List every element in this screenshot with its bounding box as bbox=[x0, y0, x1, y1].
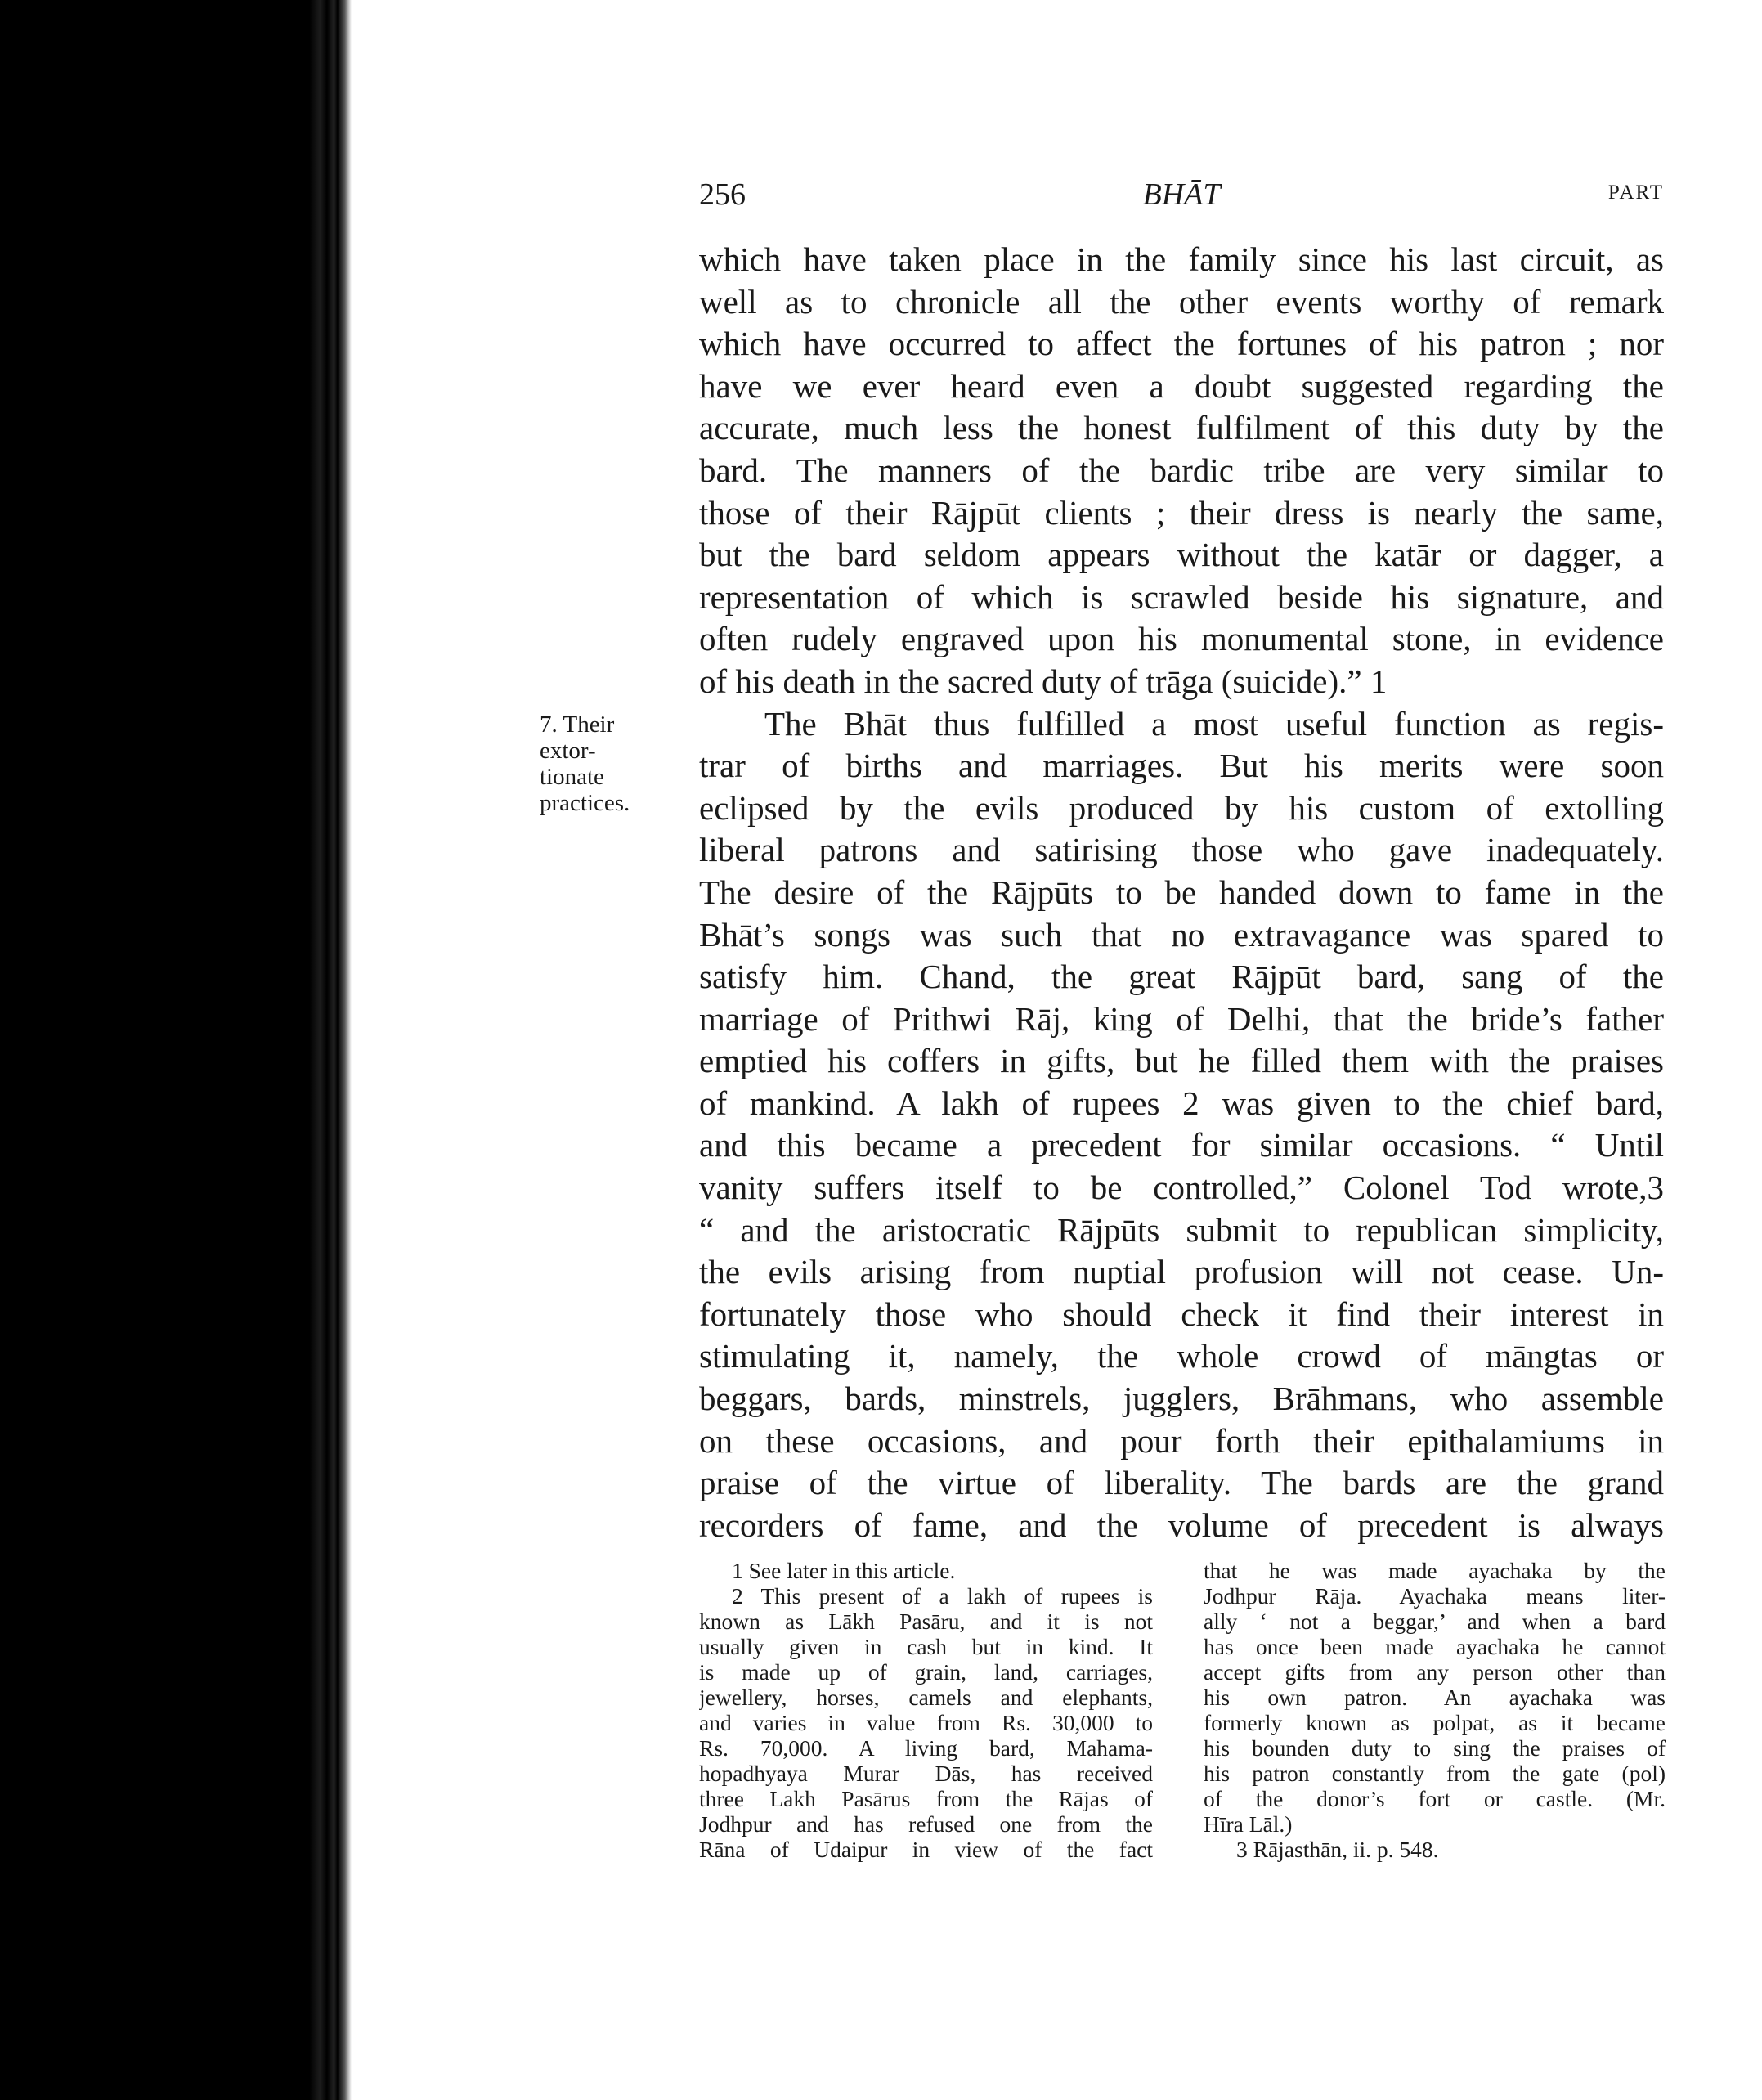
footnote-line: his bounden duty to sing the praises of bbox=[1204, 1735, 1666, 1761]
body-line: praise of the virtue of liberality. The bards are the grand bbox=[699, 1464, 1664, 1502]
body-line: trar of births and marriages. But his merits were soon bbox=[699, 747, 1664, 785]
body-line: marriage of Prithwi Rāj, king of Delhi, that the bride’s father bbox=[699, 999, 1664, 1038]
body-line: bard. The manners of the bardic tribe are very similar to bbox=[699, 451, 1664, 489]
footnote-line: of the donor’s fort or castle. (Mr. bbox=[1204, 1786, 1666, 1811]
running-title: BHĀT bbox=[1142, 177, 1221, 212]
body-line: recorders of fame, and the volume of precedent is always bbox=[699, 1505, 1664, 1544]
body-line: vanity suffers itself to be controlled,” Colonel Tod wrote,3 bbox=[699, 1169, 1664, 1207]
footnote-line: 1 See later in this article. bbox=[732, 1558, 956, 1583]
body-line: which have taken place in the family since his last circuit, as bbox=[699, 240, 1664, 278]
body-line: beggars, bards, minstrels, jugglers, Brāhmans, who assemble bbox=[699, 1380, 1664, 1418]
marginal-note bbox=[540, 711, 662, 816]
footnote-line: usually given in cash but in kind. It bbox=[699, 1634, 1153, 1659]
footnote-line: hopadhyaya Murar Dās, has received bbox=[699, 1761, 1153, 1786]
body-line: but the bard seldom appears without the katār or dagger, a bbox=[699, 536, 1664, 574]
footnote-line: 2 This present of a lakh of rupees is bbox=[732, 1583, 1153, 1609]
body-line: satisfy him. Chand, the great Rājpūt bard, sang of the bbox=[699, 958, 1664, 996]
footnote-line: formerly known as polpat, as it became bbox=[1204, 1710, 1666, 1735]
footnotes-right-column bbox=[1204, 1558, 1666, 1862]
footnote-line: 3 Rājasthān, ii. p. 548. bbox=[1236, 1837, 1439, 1862]
body-line: and this became a precedent for similar occasions. “ Until bbox=[699, 1126, 1664, 1164]
marginal-note-line: 7. Their bbox=[540, 711, 615, 738]
footnote-line: Rs. 70,000. A living bard, Mahama- bbox=[699, 1735, 1153, 1761]
footnote-line: has once been made ayachaka he cannot bbox=[1204, 1634, 1666, 1659]
body-line: the evils arising from nuptial profusion will not cease. Un- bbox=[699, 1253, 1664, 1291]
marginal-note-line: extor- bbox=[540, 738, 596, 764]
footnote-line: ally ‘ not a beggar,’ and when a bard bbox=[1204, 1609, 1666, 1634]
body-line: The Bhāt thus fulfilled a most useful function as regis- bbox=[764, 704, 1664, 743]
book-binding-shadow bbox=[0, 0, 352, 2100]
body-line: accurate, much less the honest fulfilment of this duty by the bbox=[699, 409, 1664, 447]
marginal-note-line: practices. bbox=[540, 790, 630, 816]
footnote-line: his own patron. An ayachaka was bbox=[1204, 1685, 1666, 1710]
body-line: on these occasions, and pour forth their epithalamiums in bbox=[699, 1421, 1664, 1460]
footnote-line: and varies in value from Rs. 30,000 to bbox=[699, 1710, 1153, 1735]
footnote-line: three Lakh Pasārus from the Rājas of bbox=[699, 1786, 1153, 1811]
footnote-line: known as Lākh Pasāru, and it is not bbox=[699, 1609, 1153, 1634]
running-header bbox=[699, 177, 1664, 218]
footnote-line: Jodhpur Rāja. Ayachaka means liter- bbox=[1204, 1583, 1666, 1609]
body-line: which have occurred to affect the fortunes of his patron ; nor bbox=[699, 325, 1664, 363]
body-line: well as to chronicle all the other events worthy of remark bbox=[699, 282, 1664, 321]
footnotes-left-column bbox=[699, 1558, 1153, 1862]
body-line: those of their Rājpūt clients ; their dress is nearly the same, bbox=[699, 493, 1664, 532]
body-line: of his death in the sacred duty of trāga (suicide).” 1 bbox=[699, 662, 1388, 700]
footnote-line: accept gifts from any person other than bbox=[1204, 1659, 1666, 1685]
footnote-line: that he was made ayachaka by the bbox=[1204, 1558, 1666, 1583]
page-number: 256 bbox=[699, 177, 746, 212]
body-line: “ and the aristocratic Rājpūts submit to republican simplicity, bbox=[699, 1210, 1664, 1249]
body-line: often rudely engraved upon his monumental stone, in evidence bbox=[699, 620, 1664, 658]
body-line: emptied his coffers in gifts, but he filled them with the praises bbox=[699, 1042, 1664, 1080]
body-line: of mankind. A lakh of rupees 2 was given to the chief bard, bbox=[699, 1084, 1664, 1122]
body-line: representation of which is scrawled beside his signature, and bbox=[699, 577, 1664, 616]
footnote-line: Rāna of Udaipur in view of the fact bbox=[699, 1837, 1153, 1862]
marginal-note-line: tionate bbox=[540, 764, 604, 790]
part-label: PART bbox=[1607, 182, 1664, 204]
footnote-line: Hīra Lāl.) bbox=[1204, 1811, 1293, 1837]
footnote-line: his patron constantly from the gate (pol) bbox=[1204, 1761, 1666, 1786]
footnote-line: is made up of grain, land, carriages, bbox=[699, 1659, 1153, 1685]
body-line: eclipsed by the evils produced by his custom of extolling bbox=[699, 788, 1664, 827]
body-line: stimulating it, namely, the whole crowd of māngtas or bbox=[699, 1337, 1664, 1375]
footnote-line: jewellery, horses, camels and elephants, bbox=[699, 1685, 1153, 1710]
footnote-line: Jodhpur and has refused one from the bbox=[699, 1811, 1153, 1837]
body-line: The desire of the Rājpūts to be handed down to fame in the bbox=[699, 873, 1664, 911]
body-line: Bhāt’s songs was such that no extravagance was spared to bbox=[699, 915, 1664, 954]
body-text bbox=[699, 239, 1664, 1546]
body-line: liberal patrons and satirising those who gave inadequately. bbox=[699, 831, 1664, 869]
body-line: fortunately those who should check it find their interest in bbox=[699, 1295, 1664, 1333]
body-line: have we ever heard even a doubt suggested regarding the bbox=[699, 366, 1664, 405]
